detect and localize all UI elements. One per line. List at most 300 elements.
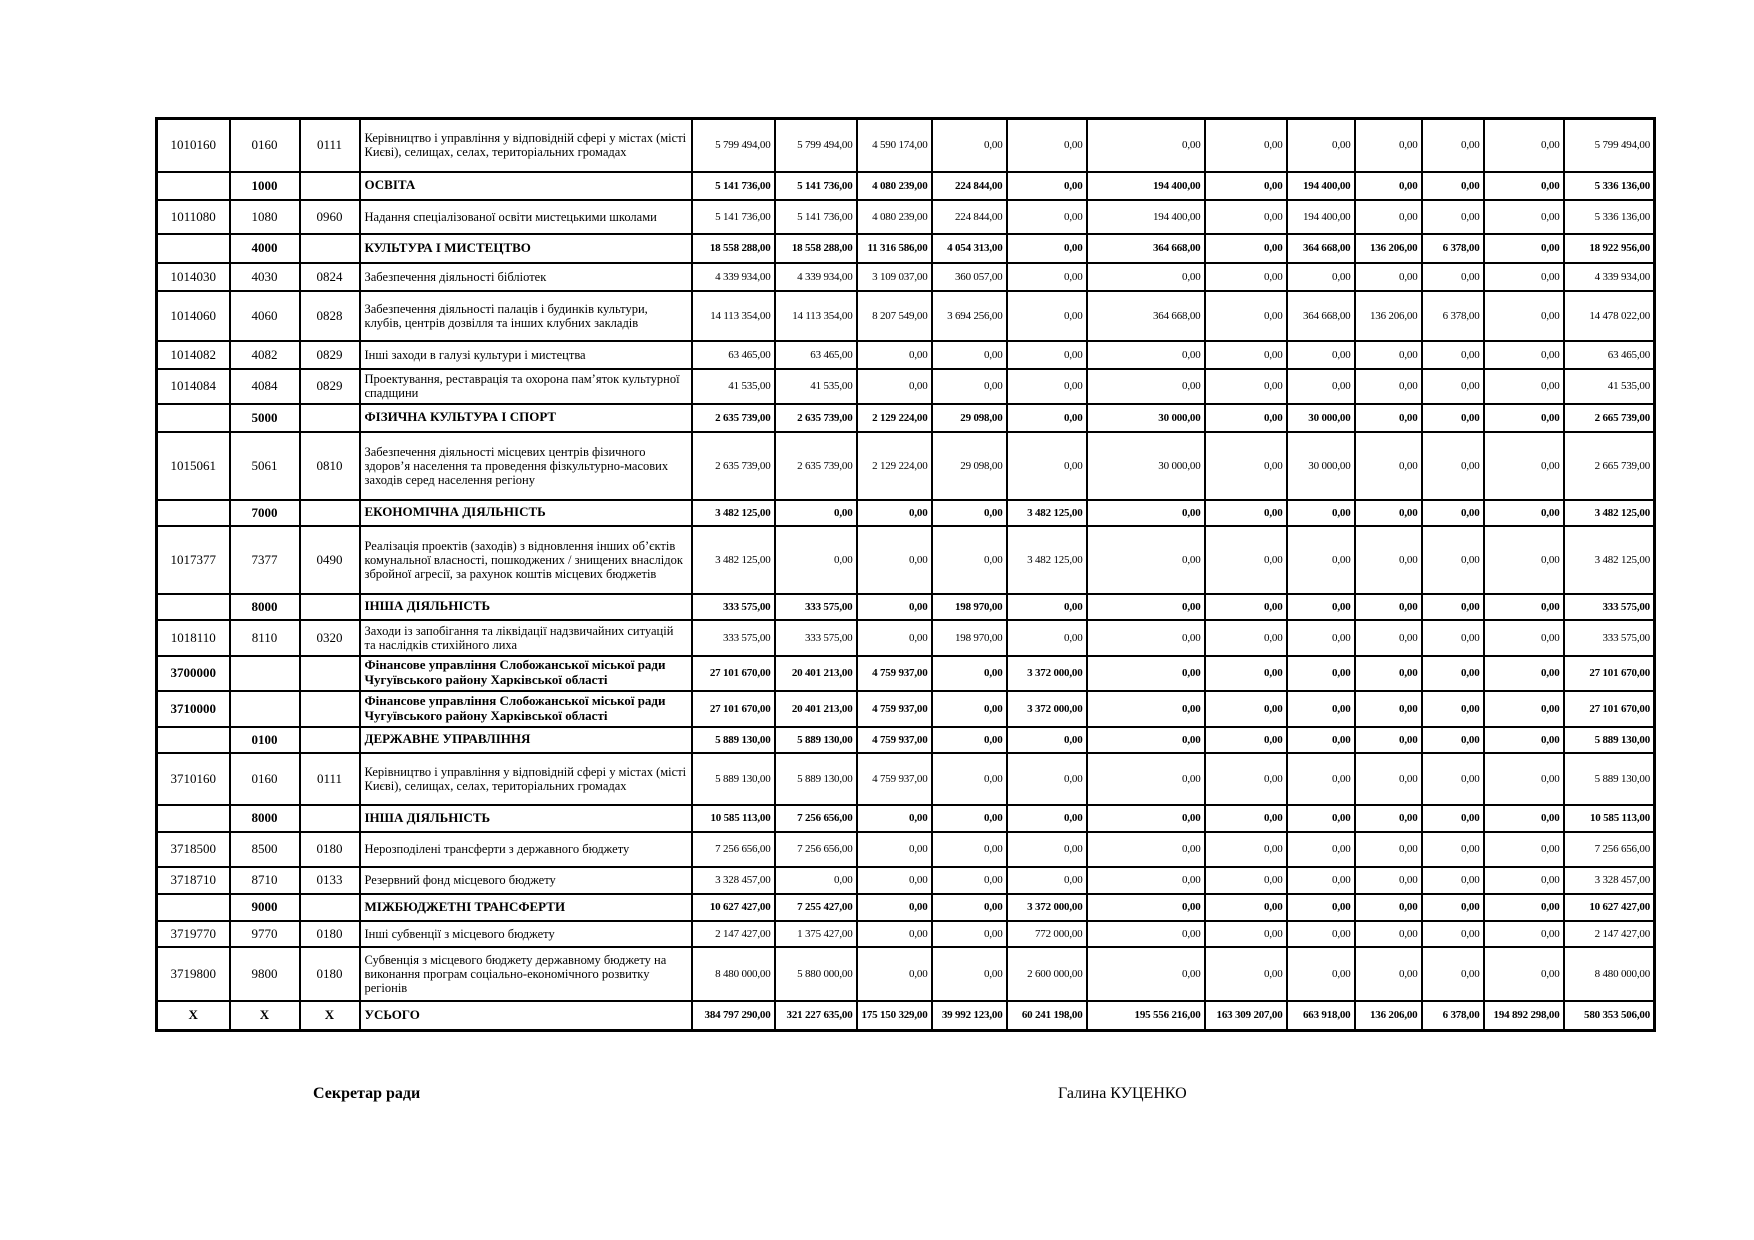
typology-code-cell: 9770 (230, 921, 300, 947)
name-cell: Фінансове управління Слобожанської міської ради Чугуївського району Харківської області (360, 691, 692, 727)
value-cell: 8 207 549,00 (857, 291, 932, 341)
value-cell: 41 535,00 (1564, 369, 1655, 404)
typology-code-cell: 0160 (230, 119, 300, 172)
value-cell: 2 147 427,00 (1564, 921, 1655, 947)
value-cell: 0,00 (857, 894, 932, 921)
signature-title: Секретар ради (313, 1085, 421, 1102)
value-cell: 2 129 224,00 (857, 404, 932, 432)
value-cell: 0,00 (1484, 119, 1564, 172)
program-code-cell: 3718710 (157, 867, 230, 894)
value-cell: 0,00 (1422, 947, 1484, 1001)
value-cell: 2 635 739,00 (775, 432, 857, 500)
value-cell: 0,00 (775, 500, 857, 526)
value-cell: 194 400,00 (1087, 172, 1205, 200)
value-cell: 0,00 (932, 341, 1007, 369)
value-cell: 0,00 (1205, 119, 1287, 172)
name-cell: ДЕРЖАВНЕ УПРАВЛІННЯ (360, 727, 692, 753)
value-cell: 0,00 (932, 369, 1007, 404)
budget-table (155, 117, 1656, 1032)
program-code-cell (157, 894, 230, 921)
value-cell: 0,00 (1087, 753, 1205, 805)
function-code-cell (300, 656, 360, 691)
value-cell: 0,00 (1205, 594, 1287, 620)
table-row (157, 200, 1655, 234)
value-cell: 0,00 (1287, 805, 1355, 832)
value-cell: 0,00 (1484, 691, 1564, 727)
value-cell: 29 098,00 (932, 432, 1007, 500)
value-cell: 0,00 (857, 369, 932, 404)
value-cell: 3 328 457,00 (1564, 867, 1655, 894)
value-cell: 5 141 736,00 (692, 200, 775, 234)
name-cell: Заходи із запобігання та ліквідації надзвичайних ситуацій та наслідків стихійного лиха (360, 620, 692, 656)
value-cell: 224 844,00 (932, 172, 1007, 200)
value-cell: 0,00 (1007, 200, 1087, 234)
value-cell: 7 256 656,00 (692, 832, 775, 867)
name-cell: Забезпечення діяльності місцевих центрів фізичного здоров’я населення та проведення фізкультурно-масових заходів серед населення регіону (360, 432, 692, 500)
value-cell: 63 465,00 (692, 341, 775, 369)
value-cell: 0,00 (1087, 341, 1205, 369)
value-cell: 0,00 (1087, 500, 1205, 526)
table-row (157, 404, 1655, 432)
value-cell: 27 101 670,00 (1564, 691, 1655, 727)
function-code-cell: 0133 (300, 867, 360, 894)
value-cell: 5 889 130,00 (1564, 753, 1655, 805)
value-cell: 4 759 937,00 (857, 727, 932, 753)
value-cell: 333 575,00 (1564, 594, 1655, 620)
value-cell: 195 556 216,00 (1087, 1001, 1205, 1031)
value-cell: 0,00 (1287, 867, 1355, 894)
table-row (157, 867, 1655, 894)
value-cell: 3 482 125,00 (1007, 500, 1087, 526)
value-cell: 0,00 (775, 526, 857, 594)
program-code-cell (157, 727, 230, 753)
value-cell: 0,00 (1287, 500, 1355, 526)
name-cell: Резервний фонд місцевого бюджету (360, 867, 692, 894)
value-cell: 0,00 (1484, 867, 1564, 894)
table-row (157, 727, 1655, 753)
table-row (157, 620, 1655, 656)
value-cell: 2 635 739,00 (692, 404, 775, 432)
value-cell: 0,00 (1087, 921, 1205, 947)
name-cell: Субвенція з місцевого бюджету державному бюджету на виконання програм соціально-економічного розвитку регіонів (360, 947, 692, 1001)
value-cell: 2 665 739,00 (1564, 404, 1655, 432)
function-code-cell: 0111 (300, 753, 360, 805)
name-cell: КУЛЬТУРА І МИСТЕЦТВО (360, 234, 692, 263)
value-cell: 3 372 000,00 (1007, 656, 1087, 691)
table-row (157, 947, 1655, 1001)
value-cell: 0,00 (1087, 832, 1205, 867)
value-cell: 41 535,00 (692, 369, 775, 404)
value-cell: 0,00 (1422, 594, 1484, 620)
function-code-cell: 0111 (300, 119, 360, 172)
value-cell: 0,00 (1205, 620, 1287, 656)
value-cell: 663 918,00 (1287, 1001, 1355, 1031)
value-cell: 321 227 635,00 (775, 1001, 857, 1031)
name-cell: Проектування, реставрація та охорона пам’яток культурної спадщини (360, 369, 692, 404)
value-cell: 5 799 494,00 (1564, 119, 1655, 172)
table-row (157, 753, 1655, 805)
value-cell: 30 000,00 (1087, 404, 1205, 432)
function-code-cell: 0810 (300, 432, 360, 500)
value-cell: 0,00 (1287, 119, 1355, 172)
program-code-cell: 3719800 (157, 947, 230, 1001)
value-cell: 0,00 (1484, 172, 1564, 200)
value-cell: 364 668,00 (1087, 291, 1205, 341)
value-cell: 0,00 (1287, 894, 1355, 921)
value-cell: 1 375 427,00 (775, 921, 857, 947)
table-row (157, 234, 1655, 263)
name-cell: ІНША ДІЯЛЬНІСТЬ (360, 805, 692, 832)
value-cell: 4 080 239,00 (857, 200, 932, 234)
name-cell: Нерозподілені трансферти з державного бюджету (360, 832, 692, 867)
value-cell: 39 992 123,00 (932, 1001, 1007, 1031)
typology-code-cell: 4082 (230, 341, 300, 369)
value-cell: 0,00 (857, 620, 932, 656)
typology-code-cell: 0100 (230, 727, 300, 753)
value-cell: 0,00 (1205, 947, 1287, 1001)
value-cell: 136 206,00 (1355, 291, 1422, 341)
value-cell: 0,00 (1422, 369, 1484, 404)
table-row (157, 594, 1655, 620)
name-cell: Інші заходи в галузі культури і мистецтва (360, 341, 692, 369)
function-code-cell (300, 894, 360, 921)
value-cell: 0,00 (1422, 172, 1484, 200)
name-cell: ОСВІТА (360, 172, 692, 200)
value-cell: 136 206,00 (1355, 234, 1422, 263)
value-cell: 0,00 (1287, 832, 1355, 867)
value-cell: 163 309 207,00 (1205, 1001, 1287, 1031)
typology-code-cell: 1080 (230, 200, 300, 234)
typology-code-cell: 0160 (230, 753, 300, 805)
value-cell: 18 558 288,00 (775, 234, 857, 263)
value-cell: 7 256 656,00 (775, 805, 857, 832)
program-code-cell: 1014060 (157, 291, 230, 341)
typology-code-cell: 4084 (230, 369, 300, 404)
value-cell: 0,00 (1422, 526, 1484, 594)
table-row (157, 805, 1655, 832)
function-code-cell (300, 727, 360, 753)
value-cell: 0,00 (1205, 526, 1287, 594)
value-cell: 7 256 656,00 (775, 832, 857, 867)
function-code-cell (300, 172, 360, 200)
typology-code-cell: 8500 (230, 832, 300, 867)
value-cell: 0,00 (1205, 341, 1287, 369)
value-cell: 0,00 (1355, 500, 1422, 526)
value-cell: 0,00 (1087, 620, 1205, 656)
value-cell: 364 668,00 (1287, 234, 1355, 263)
name-cell: Забезпечення діяльності палаців і будинків культури, клубів, центрів дозвілля та інших клубних закладів (360, 291, 692, 341)
function-code-cell: 0828 (300, 291, 360, 341)
value-cell: 0,00 (1355, 691, 1422, 727)
value-cell: 0,00 (1007, 753, 1087, 805)
program-code-cell (157, 404, 230, 432)
value-cell: 10 627 427,00 (1564, 894, 1655, 921)
program-code-cell (157, 172, 230, 200)
typology-code-cell: 8710 (230, 867, 300, 894)
value-cell: 14 478 022,00 (1564, 291, 1655, 341)
table-row (157, 894, 1655, 921)
value-cell: 0,00 (1087, 727, 1205, 753)
value-cell: 360 057,00 (932, 263, 1007, 291)
value-cell: 60 241 198,00 (1007, 1001, 1087, 1031)
value-cell: 2 129 224,00 (857, 432, 932, 500)
value-cell: 0,00 (1484, 369, 1564, 404)
value-cell: 194 400,00 (1087, 200, 1205, 234)
value-cell: 0,00 (932, 526, 1007, 594)
value-cell: 0,00 (1205, 404, 1287, 432)
value-cell: 198 970,00 (932, 594, 1007, 620)
value-cell: 0,00 (857, 594, 932, 620)
value-cell: 5 141 736,00 (775, 200, 857, 234)
value-cell: 0,00 (1422, 753, 1484, 805)
value-cell: 0,00 (932, 894, 1007, 921)
value-cell: 0,00 (932, 656, 1007, 691)
value-cell: 194 892 298,00 (1484, 1001, 1564, 1031)
typology-code-cell: X (230, 1001, 300, 1031)
value-cell: 0,00 (1422, 894, 1484, 921)
value-cell: 20 401 213,00 (775, 691, 857, 727)
program-code-cell (157, 500, 230, 526)
typology-code-cell: 8000 (230, 594, 300, 620)
value-cell: 6 378,00 (1422, 291, 1484, 341)
table-row (157, 1001, 1655, 1031)
value-cell: 0,00 (1205, 200, 1287, 234)
value-cell: 0,00 (1355, 200, 1422, 234)
typology-code-cell (230, 691, 300, 727)
value-cell: 4 759 937,00 (857, 691, 932, 727)
program-code-cell: 1017377 (157, 526, 230, 594)
value-cell: 5 889 130,00 (775, 753, 857, 805)
typology-code-cell: 8000 (230, 805, 300, 832)
value-cell: 0,00 (1355, 921, 1422, 947)
value-cell: 0,00 (1087, 947, 1205, 1001)
value-cell: 8 480 000,00 (692, 947, 775, 1001)
value-cell: 3 372 000,00 (1007, 894, 1087, 921)
value-cell: 0,00 (857, 947, 932, 1001)
program-code-cell: 1018110 (157, 620, 230, 656)
value-cell: 0,00 (1484, 263, 1564, 291)
value-cell: 0,00 (857, 921, 932, 947)
value-cell: 14 113 354,00 (775, 291, 857, 341)
value-cell: 2 635 739,00 (692, 432, 775, 500)
name-cell: Інші субвенції з місцевого бюджету (360, 921, 692, 947)
value-cell: 5 799 494,00 (692, 119, 775, 172)
value-cell: 0,00 (857, 500, 932, 526)
value-cell: 2 635 739,00 (775, 404, 857, 432)
program-code-cell: 1014084 (157, 369, 230, 404)
value-cell: 0,00 (1007, 867, 1087, 894)
value-cell: 0,00 (1287, 753, 1355, 805)
value-cell: 0,00 (1007, 291, 1087, 341)
table-row (157, 921, 1655, 947)
value-cell: 11 316 586,00 (857, 234, 932, 263)
value-cell: 5 141 736,00 (692, 172, 775, 200)
value-cell: 0,00 (1355, 341, 1422, 369)
value-cell: 364 668,00 (1087, 234, 1205, 263)
value-cell: 0,00 (857, 867, 932, 894)
value-cell: 0,00 (932, 805, 1007, 832)
value-cell: 0,00 (1205, 263, 1287, 291)
value-cell: 0,00 (932, 500, 1007, 526)
value-cell: 7 255 427,00 (775, 894, 857, 921)
value-cell: 0,00 (1422, 867, 1484, 894)
value-cell: 0,00 (1007, 832, 1087, 867)
value-cell: 0,00 (1484, 526, 1564, 594)
value-cell: 0,00 (1205, 369, 1287, 404)
typology-code-cell: 5061 (230, 432, 300, 500)
value-cell: 0,00 (1355, 119, 1422, 172)
program-code-cell: 1014082 (157, 341, 230, 369)
value-cell: 364 668,00 (1287, 291, 1355, 341)
name-cell: ФІЗИЧНА КУЛЬТУРА І СПОРТ (360, 404, 692, 432)
value-cell: 224 844,00 (932, 200, 1007, 234)
value-cell: 0,00 (1484, 947, 1564, 1001)
value-cell: 0,00 (1087, 805, 1205, 832)
value-cell: 0,00 (1287, 263, 1355, 291)
value-cell: 3 372 000,00 (1007, 691, 1087, 727)
value-cell: 30 000,00 (1287, 404, 1355, 432)
value-cell: 3 482 125,00 (1564, 526, 1655, 594)
value-cell: 0,00 (1287, 594, 1355, 620)
value-cell: 0,00 (932, 753, 1007, 805)
typology-code-cell: 5000 (230, 404, 300, 432)
value-cell: 0,00 (1355, 620, 1422, 656)
value-cell: 0,00 (1007, 341, 1087, 369)
value-cell: 3 328 457,00 (692, 867, 775, 894)
value-cell: 384 797 290,00 (692, 1001, 775, 1031)
typology-code-cell (230, 656, 300, 691)
program-code-cell (157, 234, 230, 263)
value-cell: 0,00 (1205, 432, 1287, 500)
value-cell: 0,00 (1484, 656, 1564, 691)
value-cell: 0,00 (857, 832, 932, 867)
table-row (157, 172, 1655, 200)
name-cell: Надання спеціалізованої освіти мистецькими школами (360, 200, 692, 234)
value-cell: 0,00 (1355, 526, 1422, 594)
value-cell: 0,00 (1355, 594, 1422, 620)
function-code-cell: 0320 (300, 620, 360, 656)
value-cell: 0,00 (1205, 172, 1287, 200)
value-cell: 0,00 (1484, 921, 1564, 947)
value-cell: 0,00 (1007, 234, 1087, 263)
function-code-cell: 0829 (300, 369, 360, 404)
value-cell: 0,00 (1205, 500, 1287, 526)
typology-code-cell: 9000 (230, 894, 300, 921)
value-cell: 0,00 (1355, 947, 1422, 1001)
value-cell: 333 575,00 (692, 620, 775, 656)
value-cell: 0,00 (1087, 119, 1205, 172)
value-cell: 0,00 (1205, 656, 1287, 691)
table-row (157, 369, 1655, 404)
value-cell: 10 627 427,00 (692, 894, 775, 921)
value-cell: 0,00 (1484, 727, 1564, 753)
table-row (157, 291, 1655, 341)
value-cell: 0,00 (1422, 432, 1484, 500)
value-cell: 0,00 (1422, 200, 1484, 234)
value-cell: 0,00 (1287, 691, 1355, 727)
program-code-cell (157, 594, 230, 620)
value-cell: 0,00 (1422, 832, 1484, 867)
value-cell: 0,00 (1422, 921, 1484, 947)
value-cell: 0,00 (1087, 894, 1205, 921)
value-cell: 0,00 (1355, 263, 1422, 291)
value-cell: 4 339 934,00 (692, 263, 775, 291)
value-cell: 10 585 113,00 (1564, 805, 1655, 832)
value-cell: 0,00 (1205, 921, 1287, 947)
value-cell: 0,00 (1422, 656, 1484, 691)
value-cell: 0,00 (1007, 263, 1087, 291)
value-cell: 0,00 (932, 691, 1007, 727)
value-cell: 0,00 (1484, 291, 1564, 341)
value-cell: 0,00 (932, 119, 1007, 172)
value-cell: 0,00 (857, 526, 932, 594)
value-cell: 0,00 (1422, 500, 1484, 526)
value-cell: 0,00 (1007, 369, 1087, 404)
value-cell: 580 353 506,00 (1564, 1001, 1655, 1031)
value-cell: 333 575,00 (692, 594, 775, 620)
program-code-cell: 1015061 (157, 432, 230, 500)
function-code-cell: 0829 (300, 341, 360, 369)
value-cell: 0,00 (1484, 894, 1564, 921)
value-cell: 63 465,00 (775, 341, 857, 369)
program-code-cell: 3710160 (157, 753, 230, 805)
value-cell: 0,00 (1287, 620, 1355, 656)
program-code-cell: 1010160 (157, 119, 230, 172)
program-code-cell: 3719770 (157, 921, 230, 947)
function-code-cell: 0490 (300, 526, 360, 594)
value-cell: 3 482 125,00 (692, 500, 775, 526)
program-code-cell: X (157, 1001, 230, 1031)
value-cell: 0,00 (775, 867, 857, 894)
value-cell: 0,00 (1484, 500, 1564, 526)
value-cell: 4 759 937,00 (857, 753, 932, 805)
value-cell: 4 759 937,00 (857, 656, 932, 691)
value-cell: 175 150 329,00 (857, 1001, 932, 1031)
name-cell: МІЖБЮДЖЕТНІ ТРАНСФЕРТИ (360, 894, 692, 921)
value-cell: 27 101 670,00 (1564, 656, 1655, 691)
value-cell: 4 339 934,00 (775, 263, 857, 291)
typology-code-cell: 7000 (230, 500, 300, 526)
value-cell: 14 113 354,00 (692, 291, 775, 341)
value-cell: 18 922 956,00 (1564, 234, 1655, 263)
value-cell: 2 600 000,00 (1007, 947, 1087, 1001)
typology-code-cell: 4030 (230, 263, 300, 291)
value-cell: 0,00 (1087, 263, 1205, 291)
value-cell: 0,00 (1422, 119, 1484, 172)
function-code-cell: 0180 (300, 832, 360, 867)
value-cell: 30 000,00 (1087, 432, 1205, 500)
value-cell: 0,00 (1087, 526, 1205, 594)
value-cell: 41 535,00 (775, 369, 857, 404)
value-cell: 0,00 (1422, 263, 1484, 291)
value-cell: 333 575,00 (1564, 620, 1655, 656)
value-cell: 0,00 (1422, 727, 1484, 753)
typology-code-cell: 7377 (230, 526, 300, 594)
table-row (157, 500, 1655, 526)
value-cell: 5 889 130,00 (1564, 727, 1655, 753)
function-code-cell: 0180 (300, 947, 360, 1001)
value-cell: 0,00 (1355, 727, 1422, 753)
function-code-cell: X (300, 1001, 360, 1031)
value-cell: 5 799 494,00 (775, 119, 857, 172)
value-cell: 0,00 (1287, 921, 1355, 947)
typology-code-cell: 1000 (230, 172, 300, 200)
typology-code-cell: 4060 (230, 291, 300, 341)
value-cell: 194 400,00 (1287, 172, 1355, 200)
table-row (157, 832, 1655, 867)
value-cell: 5 880 000,00 (775, 947, 857, 1001)
value-cell: 0,00 (1007, 594, 1087, 620)
